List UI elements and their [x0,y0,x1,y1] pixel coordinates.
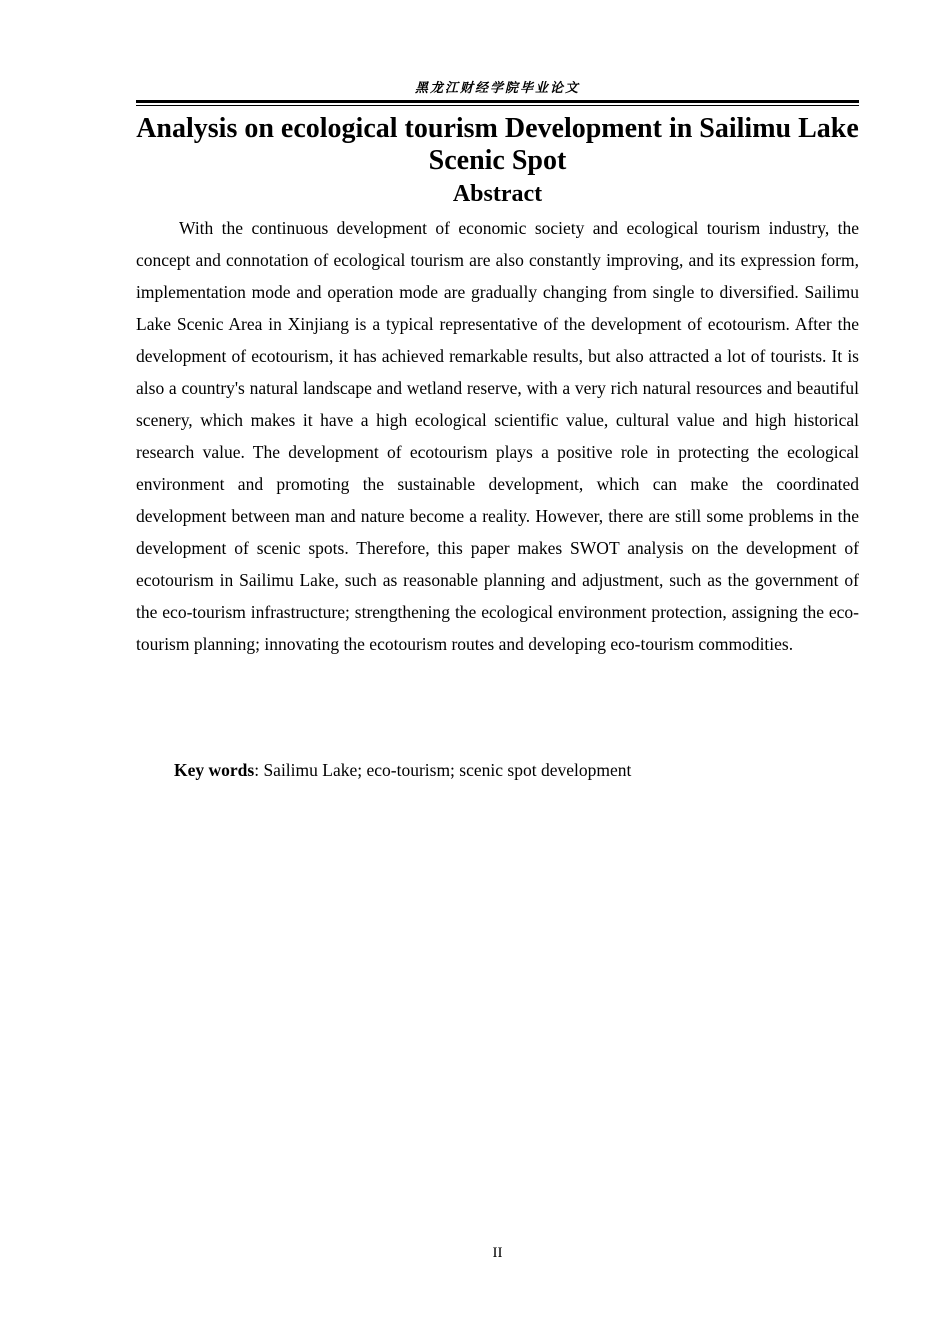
running-header: 黑龙江财经学院毕业论文 [414,81,580,96]
keywords-line [174,756,859,784]
abstract-heading: Abstract [452,181,543,207]
paper-title: Analysis on ecological tourism Development in Sailimu Lake Scenic Spot [136,113,859,176]
header-rule-thin [136,105,859,106]
page-number: II [492,1245,503,1261]
header-rule-thick [136,100,859,103]
abstract-body: With the continuous development of economic society and ecological tourism industry, the concept and connotation of ecological tourism are also constantly improving, and its expression form, implementation mode and operation mode are gradually changing from single to diversified. Sailimu Lake Scenic Area in Xinjiang is a typical representative of the development of ecotourism. After the development of ecotourism, it has achieved remarkable results, but also attracted a lot of tourists. It is also a country's natural landscape and wetland reserve, with a very rich natural resources and beautiful scenery, which makes it have a high ecological scientific value, cultural value and high historical research value. The development of ecotourism plays a positive role in protecting the ecological environment and promoting the sustainable development, which can make the coordinated development between man and nature become a reality. However, there are still some problems in the development of scenic spots. Therefore, this paper makes SWOT analysis on the development of ecotourism in Sailimu Lake, such as reasonable planning and adjustment, such as the government of the eco-tourism infrastructure; strengthening the ecological environment protection, assigning the eco-tourism planning; innovating the ecotourism routes and developing eco-tourism commodities. [136,218,859,654]
keywords-label: Key words [174,760,255,780]
keywords-text: : Sailimu Lake; eco-tourism; scenic spot development [254,760,632,780]
